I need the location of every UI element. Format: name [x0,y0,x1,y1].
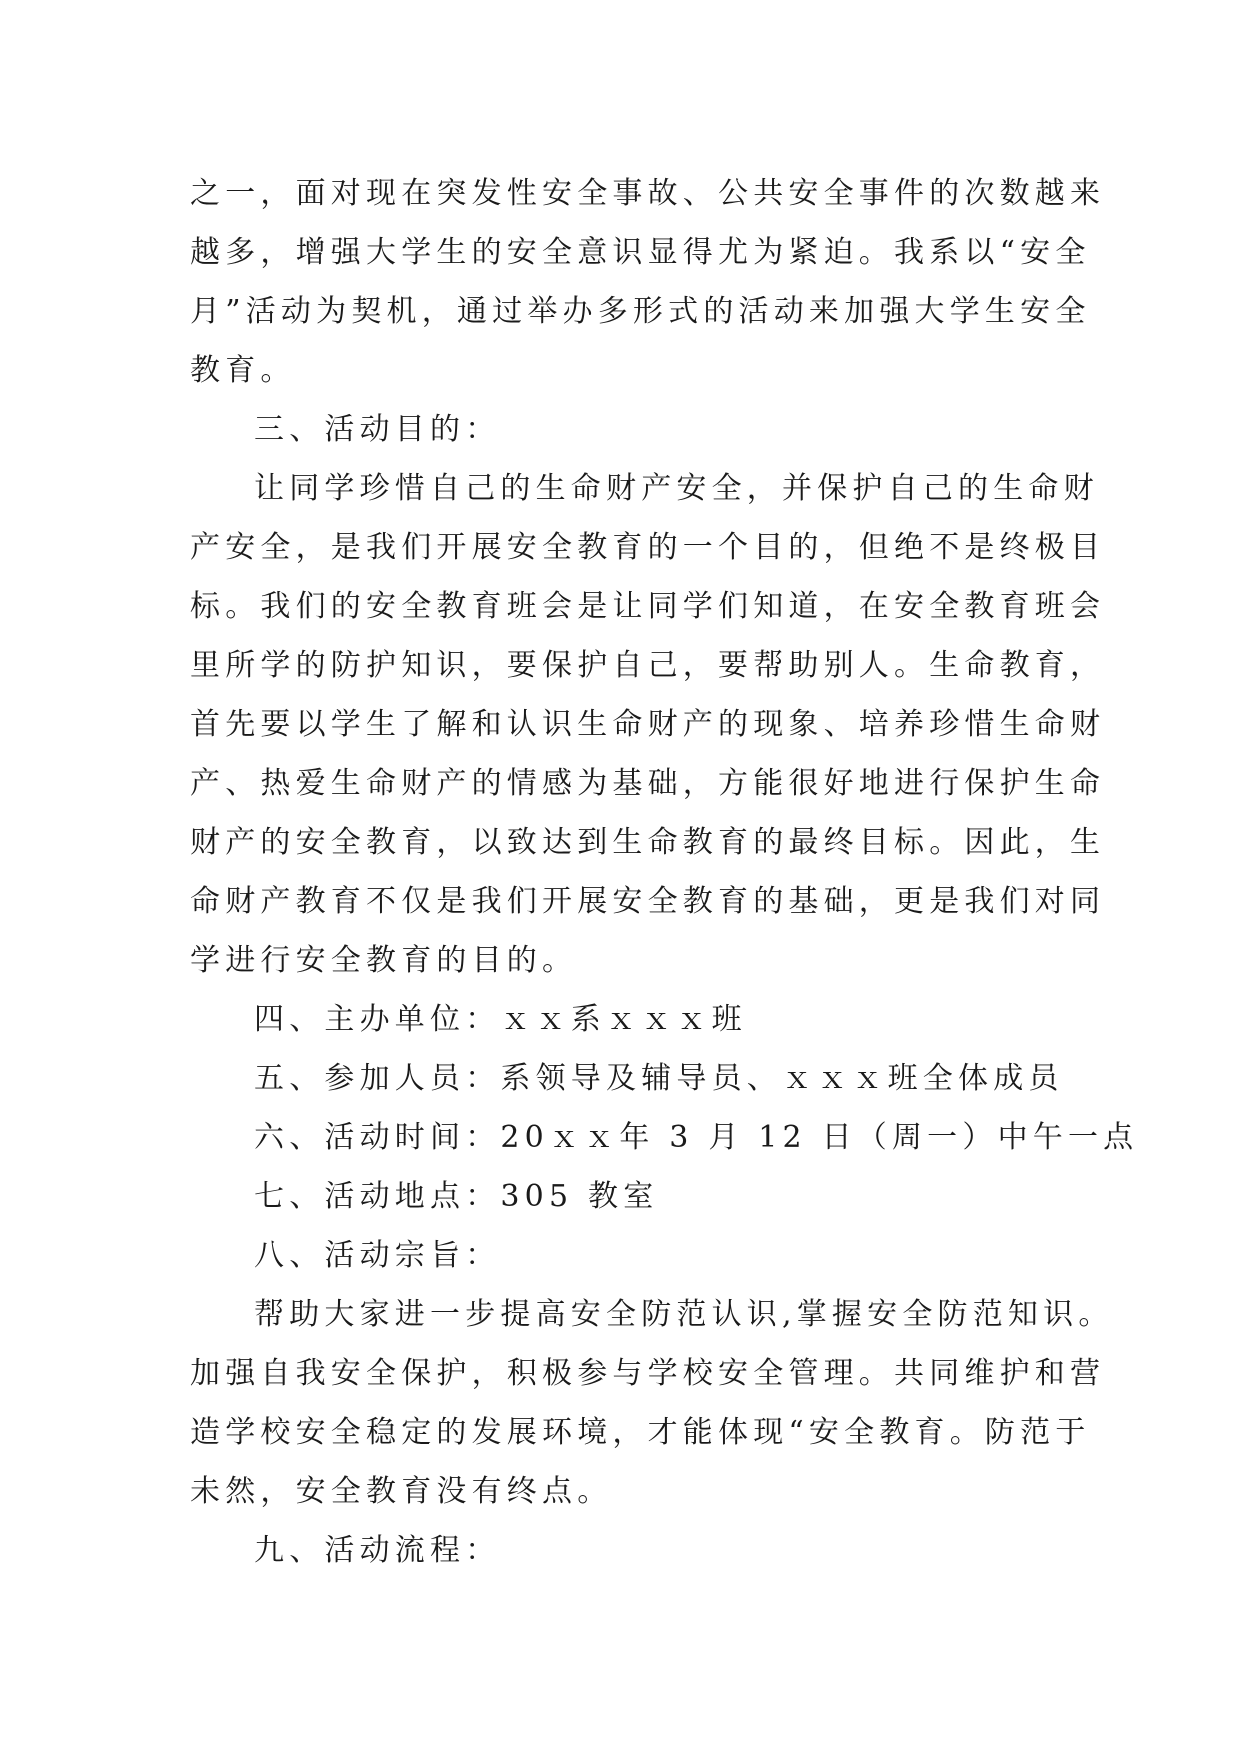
body-line: 学进行安全教育的目的。 [190,943,578,978]
body-line: 越多，增强大学生的安全意识显得尤为紧迫。我系以“安全 [190,235,1091,270]
body-line: 里所学的防护知识，要保护自己，要帮助别人。生命教育， [190,648,1106,683]
body-line: 财产的安全教育，以致达到生命教育的最终目标。因此，生 [190,825,1106,860]
body-line: 产安全，是我们开展安全教育的一个目的，但绝不是终极目 [190,530,1106,565]
body-line: 月”活动为契机，通过举办多形式的活动来加强大学生安全 [190,294,1091,329]
section-heading: 五、参加人员：系领导及辅导员、ｘｘｘ班全体成员 [254,1061,1064,1096]
section-heading: 八、活动宗旨： [254,1238,501,1273]
body-line: 造学校安全稳定的发展环境，才能体现“安全教育。防范于 [190,1415,1091,1450]
section-heading: 三、活动目的： [254,412,501,447]
body-line: 加强自我安全保护，积极参与学校安全管理。共同维护和营 [190,1356,1106,1391]
body-line: 标。我们的安全教育班会是让同学们知道，在安全教育班会 [190,589,1106,624]
section-heading: 六、活动时间：20ｘｘ年 3 月 12 日（周一）中午一点 [254,1120,1139,1155]
section-heading: 四、主办单位：ｘｘ系ｘｘｘ班 [254,1002,747,1037]
body-line: 让同学珍惜自己的生命财产安全，并保护自己的生命财 [254,471,1099,506]
body-line: 命财产教育不仅是我们开展安全教育的基础，更是我们对同 [190,884,1106,919]
body-line: 之一，面对现在突发性安全事故、公共安全事件的次数越来 [190,176,1106,211]
body-line: 教育。 [190,353,296,388]
body-line: 首先要以学生了解和认识生命财产的现象、培养珍惜生命财 [190,707,1106,742]
body-line: 帮助大家进一步提高安全防范认识,掌握安全防范知识。 [254,1297,1114,1332]
body-line: 产、热爱生命财产的情感为基础，方能很好地进行保护生命 [190,766,1106,801]
body-line: 未然，安全教育没有终点。 [190,1474,613,1509]
section-heading: 九、活动流程： [254,1533,501,1568]
section-heading: 七、活动地点：305 教室 [254,1179,659,1214]
document-body [190,164,1139,1580]
